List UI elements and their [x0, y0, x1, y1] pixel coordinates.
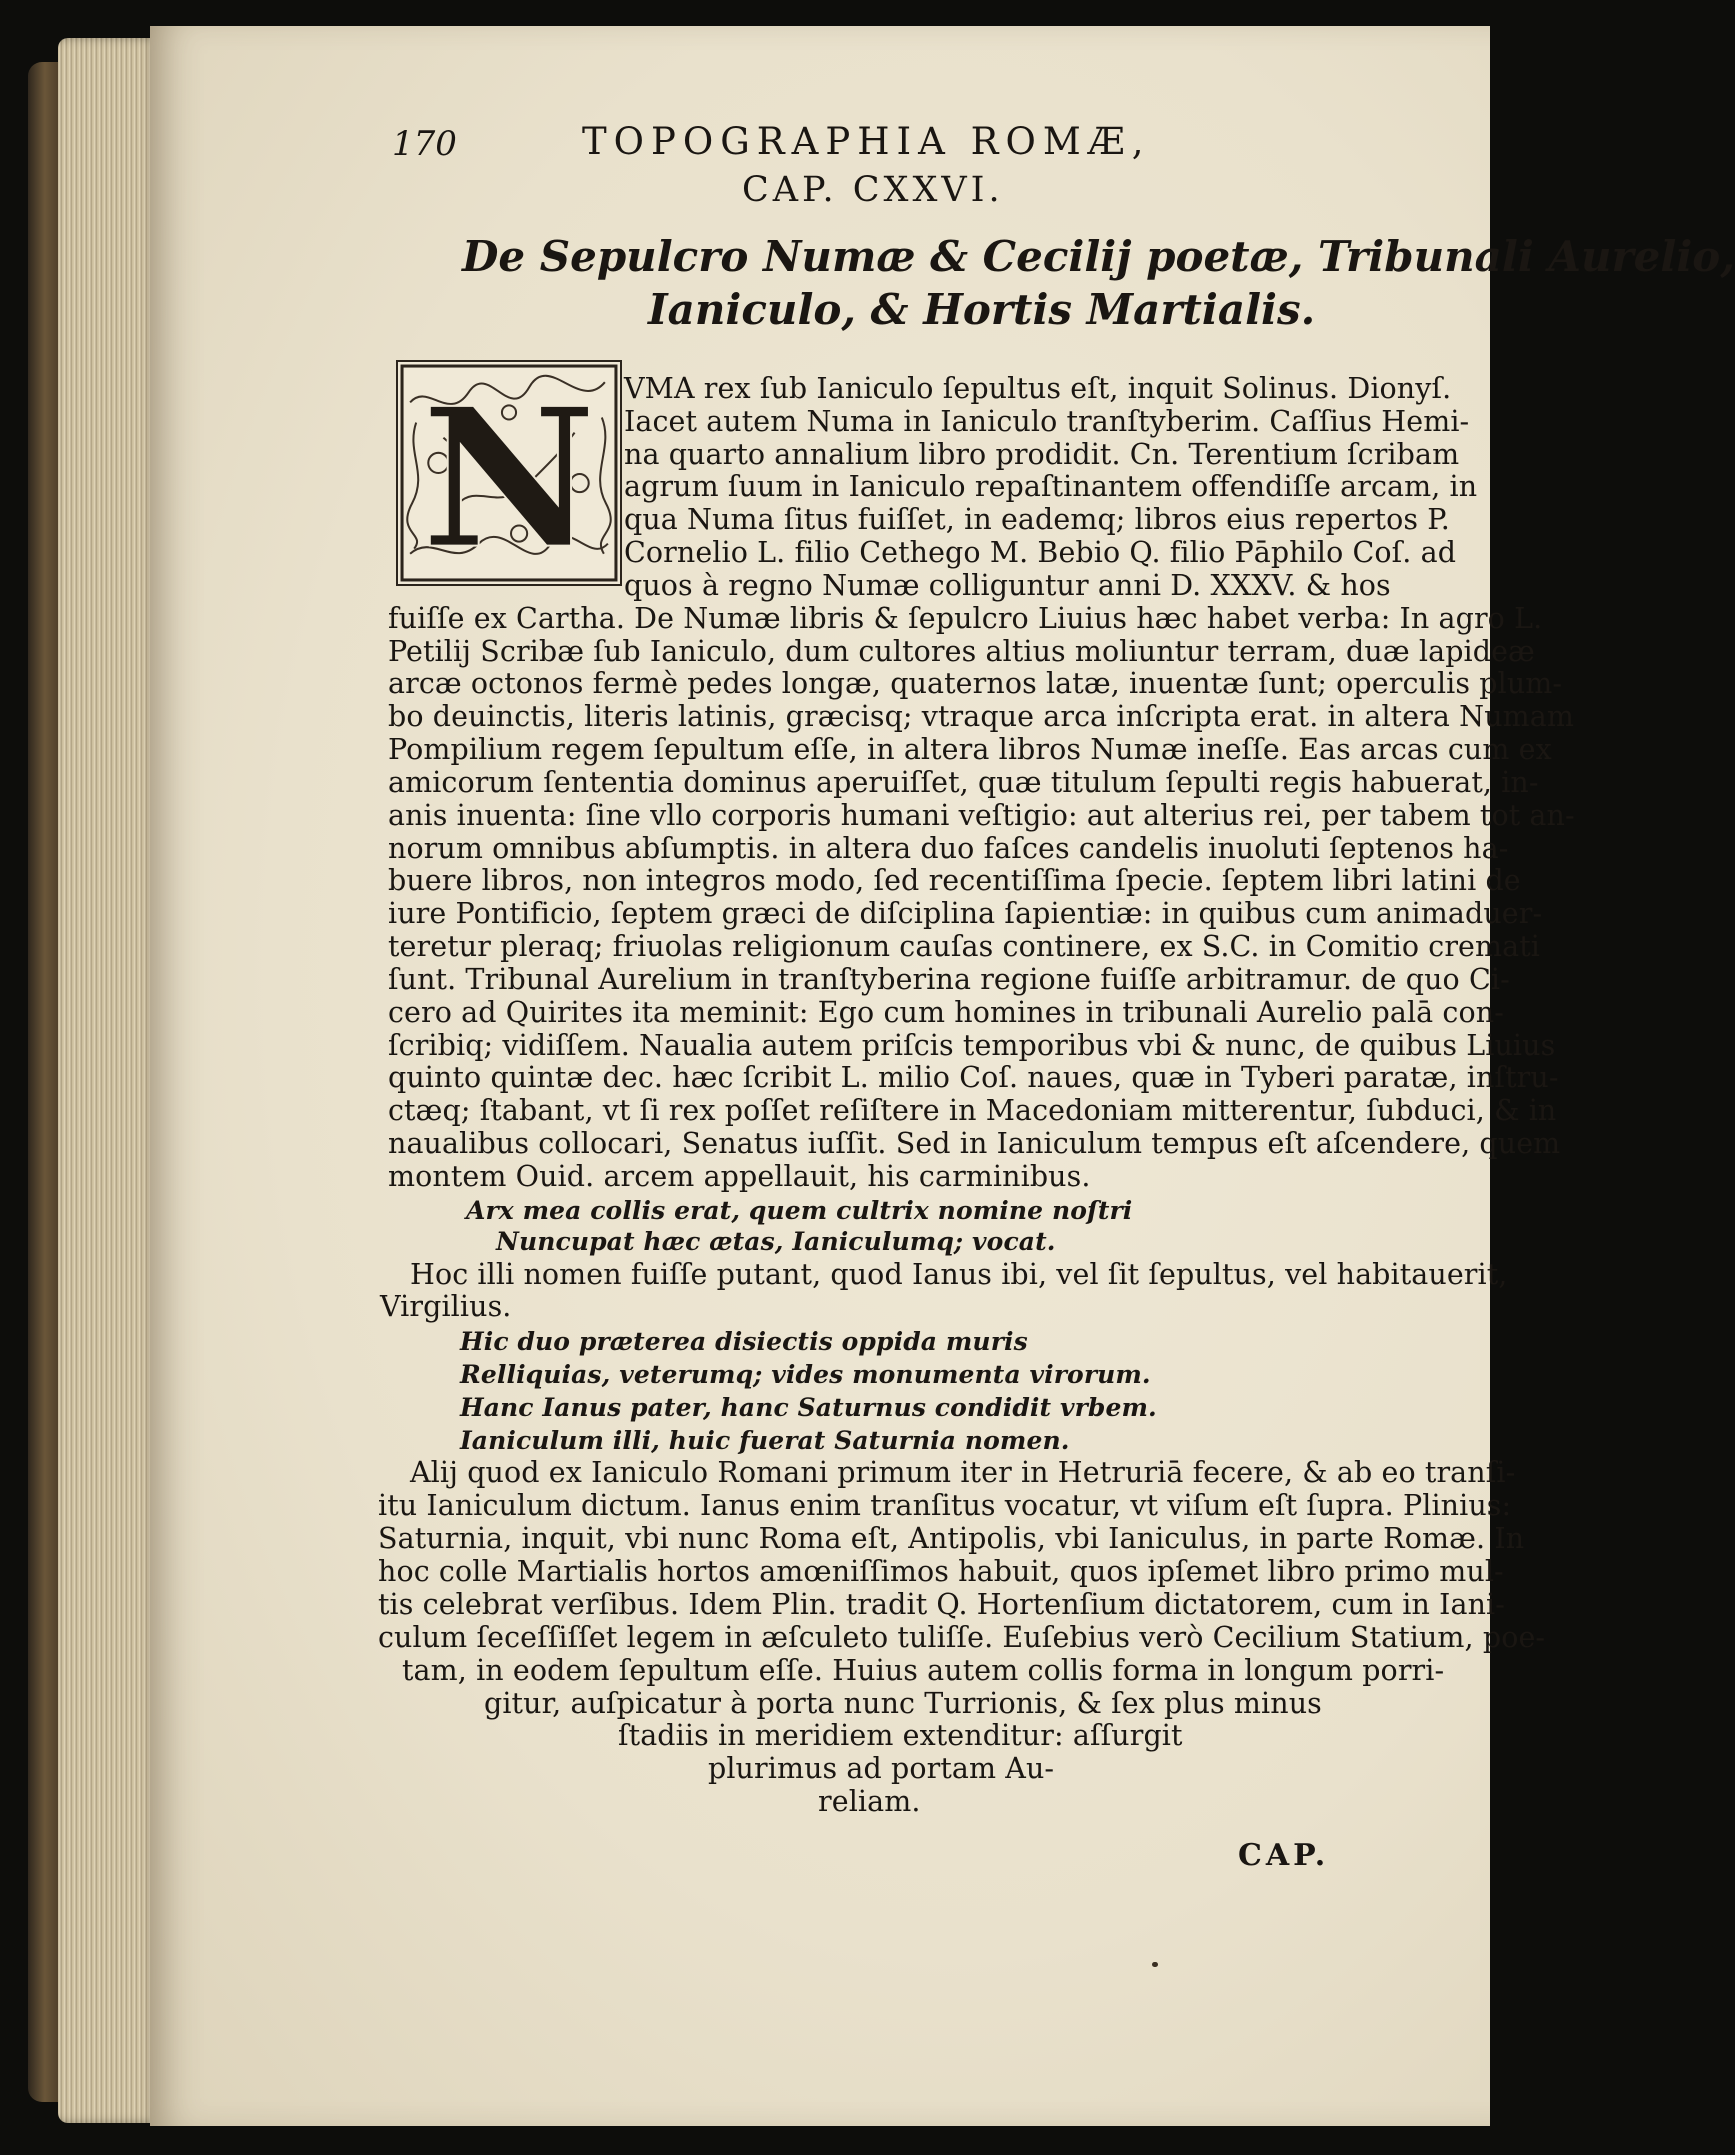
verse-line: Relliquias, veterumq; vides monumenta virorum. — [460, 1360, 1151, 1389]
body-line: tis celebrat verſibus. Idem Plin. tradit Q. Hortenſium dictatorem, cum in Iani- — [378, 1588, 1505, 1621]
body-line: VMA rex ſub Ianiculo ſepultus eſt, inquit Solinus. Dionyſ. — [624, 372, 1452, 405]
body-line: ſtadiis in meridiem extenditur: aſſurgit — [618, 1719, 1183, 1752]
body-line: culum ſeceſſiſſet legem in æſculeto tuliſſe. Euſebius verò Cecilium Statium, poe- — [378, 1621, 1546, 1654]
body-line: gitur, auſpicatur à porta nunc Turrionis, & ſex plus minus — [484, 1687, 1322, 1720]
body-line: hoc colle Martialis hortos amœniſſimos habuit, quos ipſemet libro primo mul- — [378, 1555, 1504, 1588]
chapter-title-line-1: De Sepulcro Numæ & Cecilij poetæ, Tribunali Aurelio, — [462, 232, 1735, 281]
body-line: norum omnibus abſumptis. in altera duo faſces candelis inuoluti ſeptenos ha- — [388, 832, 1509, 865]
verse-line: Arx mea collis erat, quem cultrix nomine noſtri — [466, 1196, 1133, 1225]
body-line: Iacet autem Numa in Ianiculo tranſtyberim. Caſſius Hemi- — [624, 405, 1470, 438]
body-line: quinto quintæ dec. hæc ſcribit L. milio Coſ. naues, quæ in Tyberi paratæ, inſtru- — [388, 1061, 1559, 1094]
body-line: naualibus collocari, Senatus iuſſit. Sed in Ianiculum tempus eſt aſcendere, quem — [388, 1127, 1561, 1160]
page-number: 170 — [392, 124, 457, 164]
body-line: ſcribiq; vidiſſem. Naualia autem priſcis temporibus vbi & nunc, de quibus Liuius — [388, 1029, 1556, 1062]
svg-text:N: N — [421, 366, 597, 592]
body-line: ſunt. Tribunal Aurelium in tranſtyberina regione fuiſſe arbitramur. de quo Ci- — [388, 963, 1510, 996]
body-line: qua Numa ſitus fuiſſet, in eademq; libros eius repertos P. — [624, 503, 1450, 536]
body-line: agrum ſuum in Ianiculo repaſtinantem offendiſſe arcam, in — [624, 470, 1478, 503]
body-line: iure Pontificio, ſeptem græci de diſciplina ſapientiæ: in quibus cum animaduer- — [388, 897, 1543, 930]
body-line: quos à regno Numæ colliguntur anni D. XXXV. & hos — [624, 569, 1391, 602]
body-line: Virgilius. — [380, 1290, 512, 1323]
body-line: Petilij Scribæ ſub Ianiculo, dum cultores altius moliuntur terram, duæ lapideæ — [388, 635, 1535, 668]
ink-spot — [1152, 1962, 1158, 1967]
decorated-initial — [396, 360, 622, 592]
chapter-number: CAP. CXXVI. — [742, 170, 1004, 210]
body-line: Pompilium regem ſepultum eſſe, in altera libros Numæ ineſſe. Eas arcas cum ex — [388, 733, 1552, 766]
body-line: Cornelio L. filio Cethego M. Bebio Q. filio Pāphilo Coſ. ad — [624, 536, 1457, 569]
body-line: cero ad Quirites ita meminit: Ego cum homines in tribunali Aurelio palā con- — [388, 996, 1504, 1029]
page-edges — [58, 38, 158, 2123]
body-line: teretur pleraq; friuolas religionum cauſas continere, ex S.C. in Comitio cremati — [388, 930, 1541, 963]
verse-line: Hic duo præterea disiectis oppida muris — [460, 1327, 1028, 1356]
body-line: fuiſſe ex Cartha. De Numæ libris & ſepulcro Liuius hæc habet verba: In agro L. — [388, 602, 1543, 635]
body-line: tam, in eodem ſepultum eſſe. Huius autem collis forma in longum porri- — [402, 1654, 1445, 1687]
running-head: TOPOGRAPHIA ROMÆ, — [582, 120, 1151, 163]
body-line: itu Ianiculum dictum. Ianus enim tranſitus vocatur, vt viſum eſt ſupra. Plinius: — [378, 1489, 1512, 1522]
body-line: plurimus ad portam Au- — [708, 1752, 1055, 1785]
body-line: montem Ouid. arcem appellauit, his carminibus. — [388, 1160, 1091, 1193]
catchword: CAP. — [1238, 1838, 1330, 1873]
decorated-initial-n-icon — [398, 362, 620, 592]
body-line: Saturnia, inquit, vbi nunc Roma eſt, Antipolis, vbi Ianiculus, in parte Romæ. In — [378, 1522, 1525, 1555]
body-line: arcæ octonos fermè pedes longæ, quaternos latæ, inuentæ ſunt; operculis plum- — [388, 667, 1563, 700]
body-line: anis inuenta: ſine vllo corporis humani veſtigio: aut alterius rei, per tabem tot an- — [388, 799, 1575, 832]
body-line: bo deuinctis, literis latinis, græcisq; vtraque arca inſcripta erat. in altera Numam — [388, 700, 1575, 733]
chapter-title-line-2: Ianiculo, & Hortis Martialis. — [648, 285, 1316, 334]
body-line: amicorum ſententia dominus aperuiſſet, quæ titulum ſepulti regis habuerat, in- — [388, 766, 1539, 799]
verse-line: Ianiculum illi, huic fuerat Saturnia nomen. — [460, 1426, 1070, 1455]
verse-line: Nuncupat hæc ætas, Ianiculumq; vocat. — [496, 1227, 1056, 1256]
body-line: reliam. — [818, 1785, 921, 1818]
body-line: Alij quod ex Ianiculo Romani primum iter in Hetruriā fecere, & ab eo tranſi- — [410, 1456, 1516, 1489]
body-line: ctæq; ſtabant, vt ſi rex poſſet reſiſtere in Macedoniam mitterentur, ſubduci, & in — [388, 1094, 1557, 1127]
body-line: buere libros, non integros modo, ſed recentiſſima ſpecie. ſeptem libri latini de — [388, 864, 1521, 897]
body-line: na quarto annalium libro prodidit. Cn. Terentium ſcribam — [624, 438, 1460, 471]
verse-line: Hanc Ianus pater, hanc Saturnus condidit vrbem. — [460, 1393, 1157, 1422]
body-line: Hoc illi nomen fuiſſe putant, quod Ianus ibi, vel ſit ſepultus, vel habitauerit, — [410, 1258, 1508, 1291]
